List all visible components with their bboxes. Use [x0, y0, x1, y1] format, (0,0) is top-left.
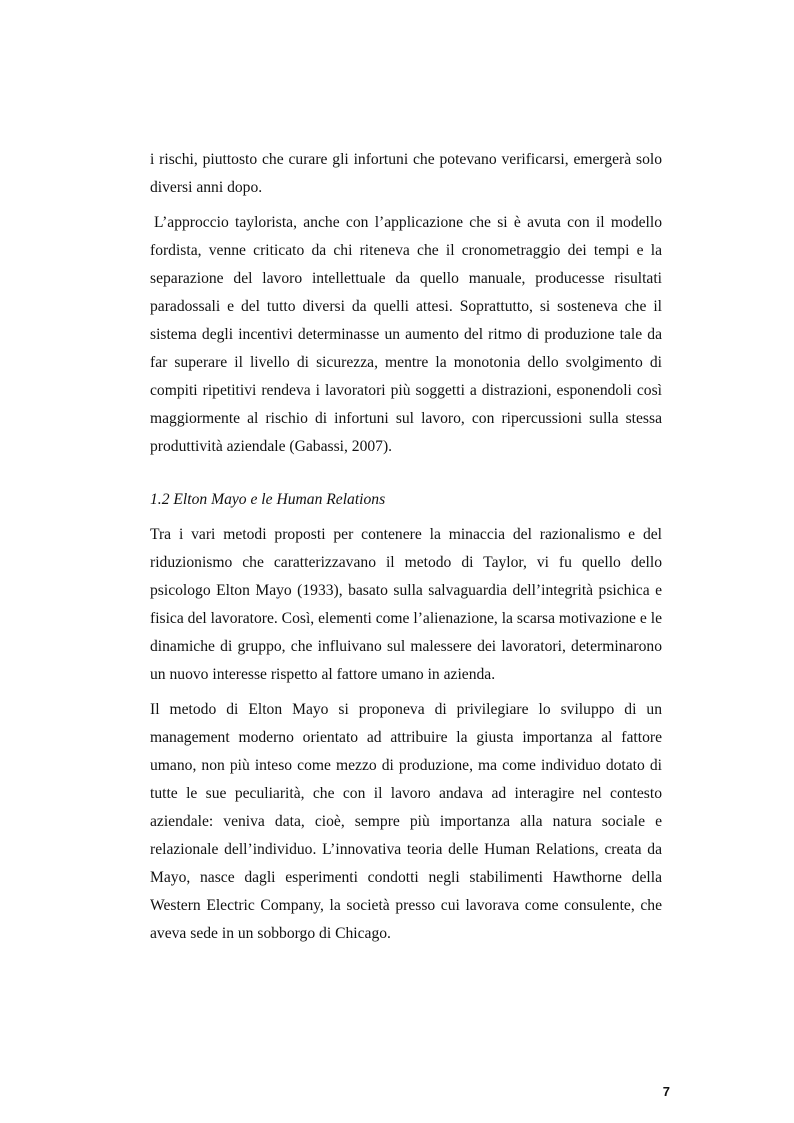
page-number: 7 [662, 1084, 670, 1099]
paragraph-continuation: i rischi, piuttosto che curare gli infortuni che potevano verificarsi, emergerà solo diversi anni dopo. [150, 151, 662, 196]
paragraph-human-relations: Il metodo di Elton Mayo si proponeva di privilegiare lo sviluppo di un management moderno orientato ad attribuire la giusta importanza al fattore umano, non più inteso come mezzo di produzione, ma come individuo dotato di tutte le sue peculiarità, che con il lavoro andava ad interagire nel contesto aziendale: veniva data, cioè, sempre più importanza alla natura sociale e relazionale dell’individuo. L’innovativa teoria delle Human Relations, creata da Mayo, nasce dagli esperimenti condotti negli stabilimenti Hawthorne della Western Electric Company, la società presso cui lavorava come consulente, che aveva sede in un sobborgo di Chicago. [150, 701, 662, 942]
paragraph-mayo-intro: Tra i vari metodi proposti per contenere la minaccia del razionalismo e del riduzionismo che caratterizzavano il metodo di Taylor, vi fu quello dello psicologo Elton Mayo (1933), basato sulla salvaguardia dell’integrità psichica e fisica del lavoratore. Così, elementi come l’alienazione, la scarsa motivazione e le dinamiche di gruppo, che influivano sul malessere dei lavoratori, determinarono un nuovo interesse rispetto al fattore umano in azienda. [150, 526, 662, 683]
page-body [150, 146, 662, 948]
paragraph-taylorism-critique: L’approccio taylorista, anche con l’applicazione che si è avuta con il modello fordista, venne criticato da chi riteneva che il cronometraggio dei tempi e la separazione del lavoro intellettuale da quello manuale, producesse risultati paradossali e del tutto diversi da quelli attesi. Soprattutto, si sosteneva che il sistema degli incentivi determinasse un aumento del ritmo di produzione tale da far superare il livello di sicurezza, mentre la monotonia dello svolgimento di compiti ripetitivi rendeva i lavoratori più soggetti a distrazioni, esponendoli così maggiormente al rischio di infortuni sul lavoro, con ripercussioni sulla stessa produttività aziendale (Gabassi, 2007). [150, 214, 662, 455]
section-heading: 1.2 Elton Mayo e le Human Relations [150, 491, 386, 508]
